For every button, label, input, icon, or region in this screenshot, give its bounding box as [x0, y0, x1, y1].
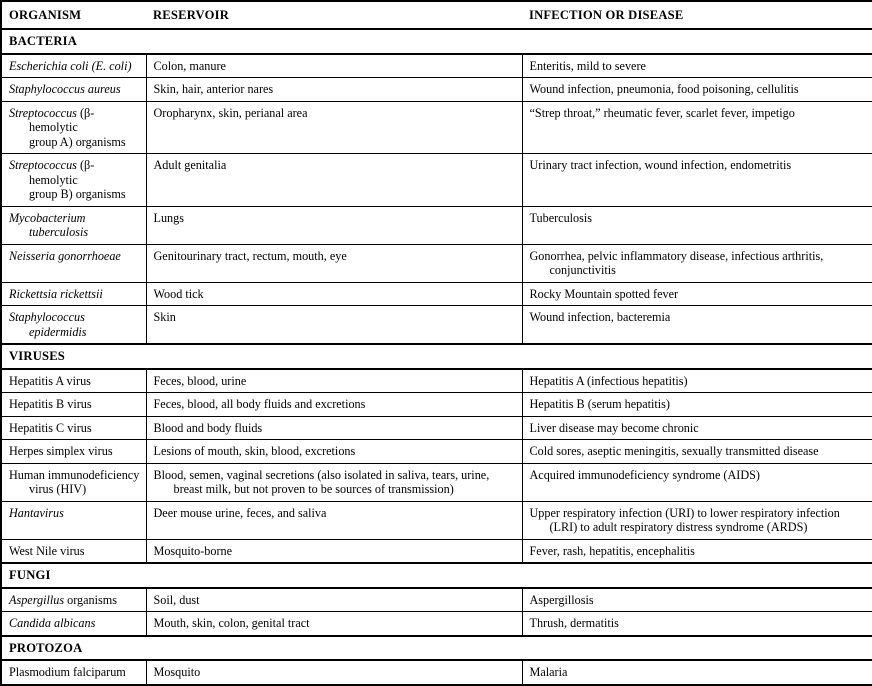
cell-text: Herpes simplex virus [9, 444, 113, 458]
cell-text: group A) organisms [29, 134, 126, 149]
table-row [1, 54, 872, 78]
cell-text: Adult genitalia [153, 158, 227, 172]
table-body [1, 29, 872, 685]
cell-text: Skin [153, 310, 176, 324]
cell-text: Wound infection, bacteremia [529, 310, 671, 324]
disease-cell [522, 154, 872, 207]
cell-text: (β-hemolytic [29, 105, 95, 134]
reservoir-cell [146, 393, 522, 417]
cell-text: Cold sores, aseptic meningitis, sexually transmitted disease [529, 444, 819, 458]
reservoir-cell [146, 440, 522, 464]
cell-text: Feces, blood, all body fluids and excretions [153, 397, 366, 411]
reservoir-cell [146, 206, 522, 244]
table-row [1, 416, 872, 440]
cell-text: Malaria [529, 665, 568, 679]
scientific-name-italic: Staphylococcus aureus [9, 82, 121, 96]
section-row-fungi [1, 563, 872, 588]
cell-text: (LRI) to adult respiratory distress syndrome (ARDS) [549, 520, 808, 534]
cell-text: Skin, hair, anterior nares [153, 82, 274, 96]
cell-text: Mouth, skin, colon, genital tract [153, 616, 310, 630]
cell-text: Fever, rash, hepatitis, encephalitis [529, 543, 695, 558]
scientific-name-italic: Escherichia coli (E. coli) [9, 58, 132, 73]
organism-cell [1, 369, 146, 393]
cell-text: Colon, manure [153, 58, 226, 73]
organism-cell [1, 306, 146, 345]
organism-cell [1, 588, 146, 612]
cell-text: breast milk, but not proven to be sources of transmission) [173, 482, 454, 496]
disease-cell [522, 101, 872, 154]
reservoir-cell [146, 463, 522, 501]
disease-cell [522, 54, 872, 78]
disease-cell [522, 660, 872, 685]
table-row [1, 244, 872, 282]
cell-text: West Nile virus [9, 543, 85, 558]
cell-text: Mosquito-borne [153, 543, 233, 558]
reservoir-cell [146, 244, 522, 282]
scientific-name-italic: Aspergillus [9, 592, 65, 607]
section-label: FUNGI [1, 563, 872, 588]
reservoir-cell [146, 306, 522, 345]
cell-text: Deer mouse urine, feces, and saliva [153, 505, 327, 520]
cell-text: Tuberculosis [529, 210, 593, 225]
reservoir-cell [146, 369, 522, 393]
cell-text: conjunctivitis [549, 263, 616, 277]
reservoir-cell [146, 588, 522, 612]
reservoir-cell [146, 78, 522, 102]
organism-cell [1, 78, 146, 102]
cell-text: Oropharynx, skin, perianal area [153, 105, 308, 120]
scientific-name-italic: Mycobacterium tuberculosis [9, 210, 89, 239]
cell-text: Liver disease may become chronic [529, 420, 699, 435]
cell-text: Hepatitis C virus [9, 420, 92, 435]
reservoir-cell [146, 154, 522, 207]
cell-text: Hepatitis B (serum hepatitis) [529, 397, 670, 411]
organism-cell [1, 501, 146, 539]
section-row-protozoa [1, 636, 872, 661]
disease-cell [522, 393, 872, 417]
organism-cell [1, 393, 146, 417]
table-row [1, 612, 872, 636]
disease-cell [522, 588, 872, 612]
section-label: BACTERIA [1, 29, 872, 54]
scientific-name-italic: Staphylococcus epidermidis [9, 310, 87, 339]
scientific-name-italic: Hantavirus [9, 505, 64, 520]
cell-text: Rocky Mountain spotted fever [529, 286, 679, 301]
disease-cell [522, 78, 872, 102]
cell-text: Blood and body fluids [153, 420, 263, 435]
reservoir-cell [146, 416, 522, 440]
scientific-name-italic: Streptococcus [9, 105, 77, 120]
header-row [1, 1, 872, 29]
organism-cell [1, 440, 146, 464]
cell-text: group B) organisms [29, 187, 126, 201]
disease-cell [522, 244, 872, 282]
cell-text: Human immunodeficiency [9, 467, 140, 482]
table-row [1, 78, 872, 102]
table-row [1, 660, 872, 685]
organism-cell [1, 416, 146, 440]
cell-text: Urinary tract infection, wound infection, endometritis [529, 158, 792, 172]
table-row [1, 501, 872, 539]
section-row-viruses [1, 344, 872, 369]
section-row-bacteria [1, 29, 872, 54]
disease-cell [522, 463, 872, 501]
cell-text: Thrush, dermatitis [529, 616, 619, 630]
cell-text: Hepatitis A (infectious hepatitis) [529, 373, 688, 388]
cell-text: Wound infection, pneumonia, food poisoning, cellulitis [529, 82, 799, 96]
cell-text: Upper respiratory infection (URI) to lower respiratory infection [529, 505, 840, 520]
cell-text: Lungs [153, 210, 184, 225]
table-row [1, 282, 872, 306]
scientific-name-italic: Neisseria gonorrhoeae [9, 248, 121, 263]
cell-text: Aspergillosis [529, 592, 594, 607]
disease-cell [522, 416, 872, 440]
organism-cell [1, 54, 146, 78]
disease-cell [522, 501, 872, 539]
organism-cell [1, 101, 146, 154]
table-row [1, 206, 872, 244]
organism-cell [1, 154, 146, 207]
scientific-name-italic: Candida albicans [9, 616, 96, 630]
column-header-organism: ORGANISM [1, 1, 146, 29]
reservoir-cell [146, 54, 522, 78]
disease-cell [522, 612, 872, 636]
cell-text: Hepatitis A virus [9, 373, 91, 388]
disease-cell [522, 369, 872, 393]
table-row [1, 369, 872, 393]
scientific-name-italic: Rickettsia rickettsii [9, 286, 103, 301]
organism-cell [1, 244, 146, 282]
disease-cell [522, 306, 872, 345]
table-row [1, 154, 872, 207]
cell-text: Feces, blood, urine [153, 373, 247, 388]
section-label: PROTOZOA [1, 636, 872, 661]
table-row [1, 440, 872, 464]
cell-text: Genitourinary tract, rectum, mouth, eye [153, 248, 347, 263]
cell-text: “Strep throat,” rheumatic fever, scarlet fever, impetigo [529, 105, 795, 120]
cell-text: virus (HIV) [29, 482, 87, 496]
cell-text: organisms [64, 592, 118, 607]
cell-text: Wood tick [153, 286, 204, 301]
cell-text: Soil, dust [153, 592, 200, 607]
cell-text: Hepatitis B virus [9, 397, 92, 411]
table-row [1, 539, 872, 563]
reservoir-cell [146, 101, 522, 154]
cell-text: Gonorrhea, pelvic inflammatory disease, infectious arthritis, [529, 248, 824, 263]
cell-text: Blood, semen, vaginal secretions (also isolated in saliva, tears, urine, [153, 467, 490, 482]
organism-cell [1, 660, 146, 685]
organism-cell [1, 206, 146, 244]
organism-cell [1, 539, 146, 563]
table-header [1, 1, 872, 29]
disease-cell [522, 440, 872, 464]
organism-cell [1, 282, 146, 306]
reservoir-cell [146, 501, 522, 539]
table-row [1, 306, 872, 345]
scientific-name-italic: Streptococcus [9, 158, 77, 172]
cell-text: Lesions of mouth, skin, blood, excretions [153, 444, 356, 458]
table-row [1, 101, 872, 154]
cell-text: (β-hemolytic [29, 158, 95, 187]
cell-text: Enteritis, mild to severe [529, 58, 646, 73]
cell-text: Acquired immunodeficiency syndrome (AIDS) [529, 467, 760, 482]
column-header-reservoir: RESERVOIR [146, 1, 522, 29]
reservoir-cell [146, 612, 522, 636]
cell-text: Mosquito [153, 665, 201, 679]
column-header-infection-or-disease: INFECTION OR DISEASE [522, 1, 872, 29]
disease-cell [522, 539, 872, 563]
organism-cell [1, 612, 146, 636]
table-row [1, 393, 872, 417]
table-row [1, 588, 872, 612]
cell-text: Plasmodium falciparum [9, 665, 126, 679]
table-row [1, 463, 872, 501]
disease-cell [522, 282, 872, 306]
reservoir-cell [146, 539, 522, 563]
organism-cell [1, 463, 146, 501]
section-label: VIRUSES [1, 344, 872, 369]
reservoir-cell [146, 282, 522, 306]
reservoir-cell [146, 660, 522, 685]
disease-cell [522, 206, 872, 244]
